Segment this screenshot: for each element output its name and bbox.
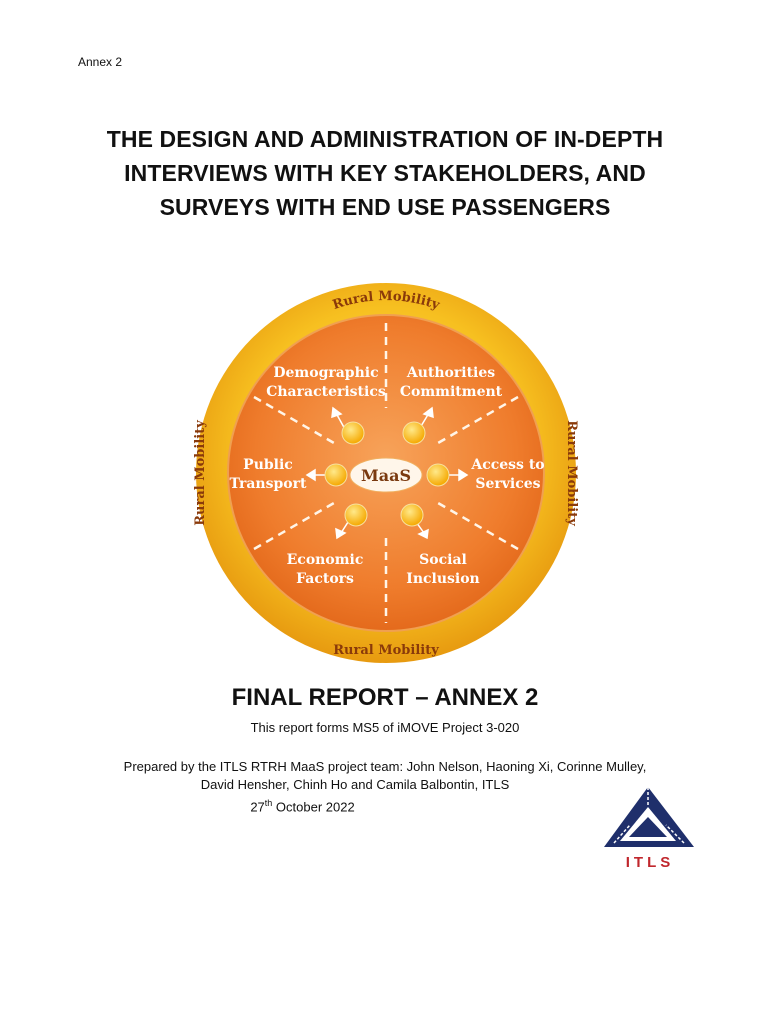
final-report-title: FINAL REPORT – ANNEX 2 — [231, 684, 539, 711]
prepared-line-2: David Hensher, Chinh Ho and Camila Balbontin, ITLS — [200, 777, 510, 792]
ring-label-left: Rural Mobility — [193, 420, 208, 526]
title-line-2: INTERVIEWS WITH KEY STAKEHOLDERS, AND — [124, 160, 646, 186]
segment-access-line2: Services — [475, 476, 541, 492]
itls-logo — [600, 785, 700, 875]
itls-logo-text: ITLS — [625, 854, 675, 871]
segment-access-line1: Access to — [471, 457, 545, 473]
segment-social-line2: Inclusion — [406, 571, 480, 587]
segment-public-transport-line2: Transport — [229, 476, 307, 492]
prepared-line-1: Prepared by the ITLS RTRH MaaS project team: John Nelson, Haoning Xi, Corinne Mulley, — [123, 759, 647, 774]
segment-economic-line2: Factors — [296, 571, 354, 587]
maas-center-label: MaaS — [361, 466, 411, 485]
segment-economic-line1: Economic — [286, 552, 364, 568]
segment-authorities-line2: Commitment — [399, 384, 503, 400]
ring-label-bottom: Rural Mobility — [333, 643, 439, 658]
document-title — [60, 122, 710, 224]
date-day: 27 — [250, 799, 265, 815]
title-line-3: SURVEYS WITH END USE PASSENGERS — [159, 194, 611, 220]
itls-logo-triangle-icon — [604, 787, 694, 847]
date-rest: October 2022 — [272, 799, 355, 815]
annex-label: Annex 2 — [78, 55, 123, 69]
segment-authorities-line1: Authorities — [406, 365, 496, 381]
segment-public-transport-line1: Public — [243, 457, 293, 473]
report-forms-line: This report forms MS5 of iMOVE Project 3-020 — [250, 720, 520, 735]
segment-demographic-line1: Demographic — [273, 365, 379, 381]
date-suffix: th — [264, 798, 273, 808]
ring-label-right: Rural Mobility — [564, 420, 579, 526]
ring-label-top: Rural Mobility — [330, 289, 442, 314]
segment-demographic-line2: Characteristics — [266, 384, 386, 400]
segment-social-line1: Social — [419, 552, 467, 568]
title-line-1: THE DESIGN AND ADMINISTRATION OF IN-DEPTH — [106, 126, 664, 152]
rural-mobility-diagram — [186, 283, 586, 673]
